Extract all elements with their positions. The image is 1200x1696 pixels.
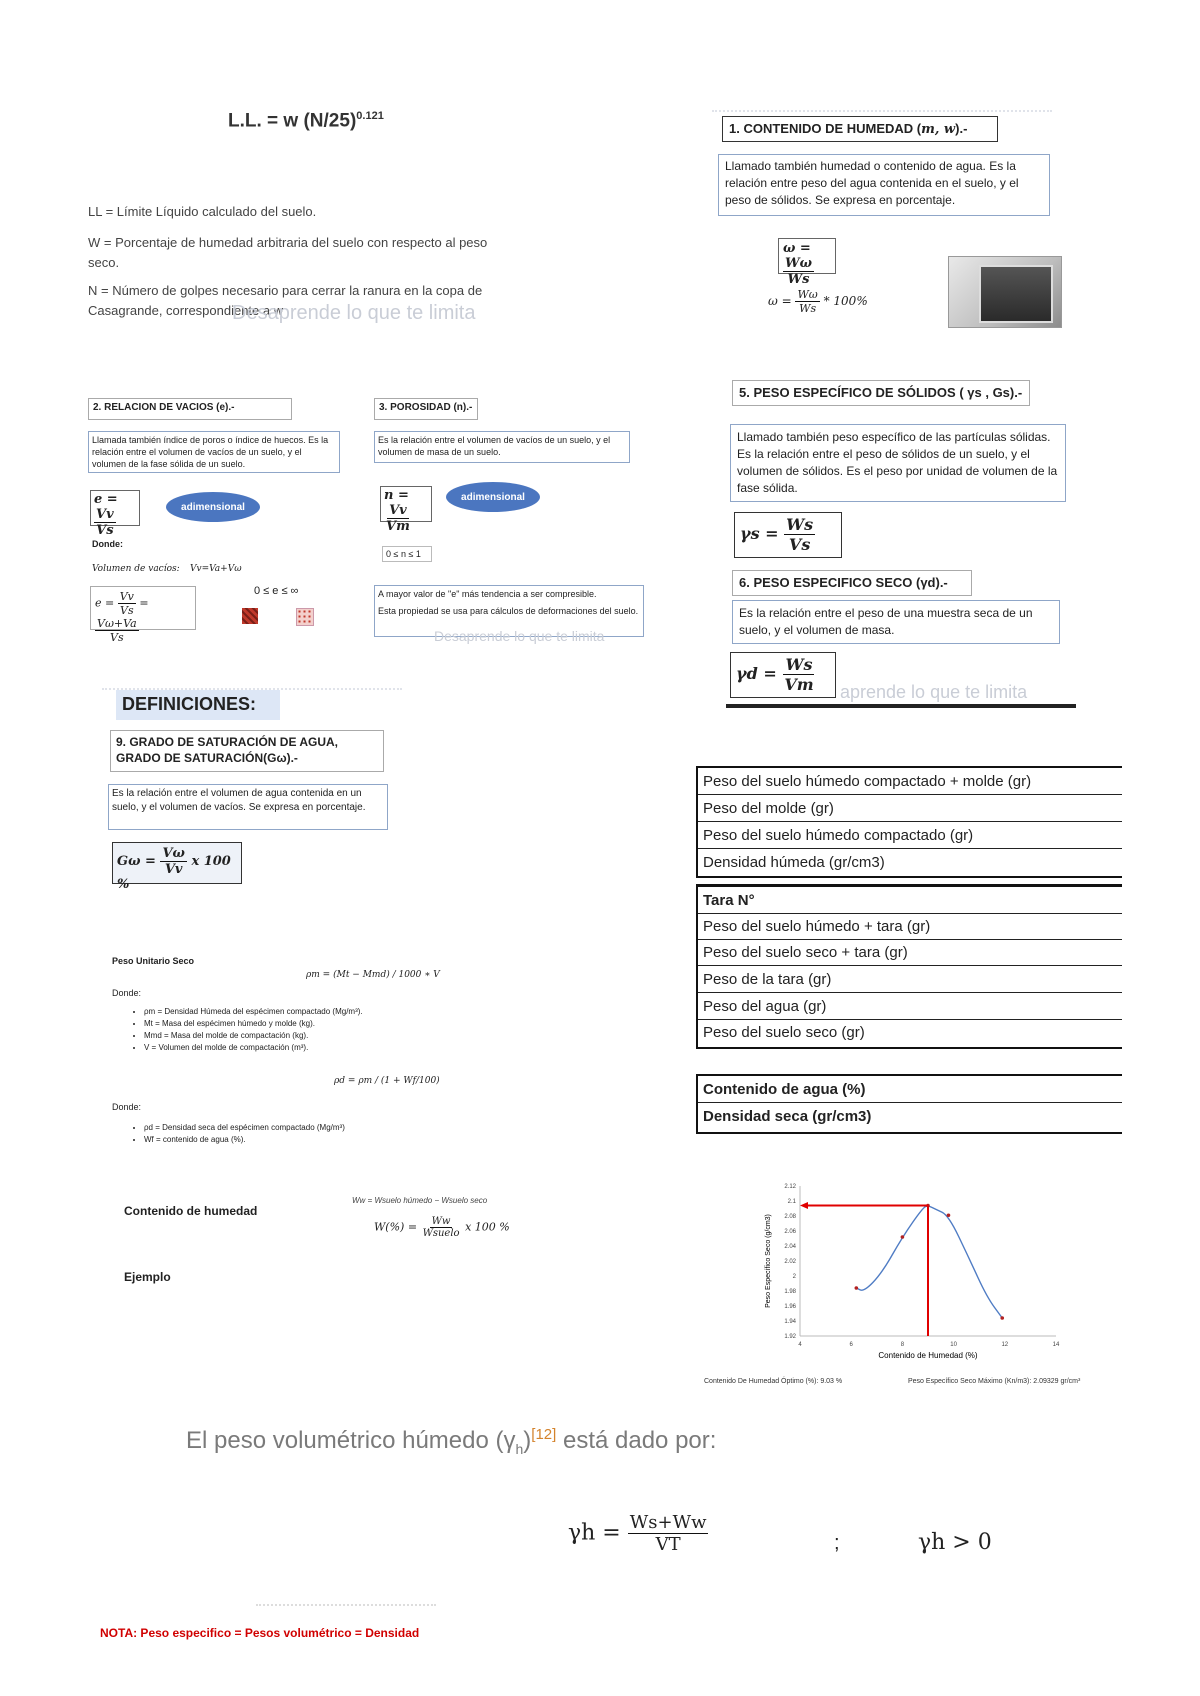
porosidad-text: Es la relación entre el volumen de vacíos de un suelo, y el volumen de masa de un suelo. bbox=[378, 435, 611, 457]
seco-underline bbox=[726, 704, 1076, 708]
tabla-compactacion bbox=[696, 766, 1122, 878]
solidos-formula bbox=[734, 512, 842, 558]
saturacion-f-num: Vω bbox=[162, 846, 185, 861]
chart-footer-right: Peso Específico Seco Máximo (Kn/m3): 2.09329 gr/cm³ bbox=[908, 1378, 1081, 1385]
saturacion-description bbox=[108, 784, 388, 830]
humedad-formula-1 bbox=[778, 238, 836, 287]
vacios-title-text: 2. RELACION DE VACIOS (e).- bbox=[93, 402, 235, 413]
chart-y-tick-2: 2.08 bbox=[784, 1214, 796, 1220]
humedad-title-text: 1. CONTENIDO DE HUMEDAD ( bbox=[729, 121, 922, 136]
chart-point-1 bbox=[901, 1235, 905, 1239]
unitario-bullets-1 bbox=[112, 1006, 512, 1054]
chart-y-tick-0: 2.12 bbox=[784, 1184, 796, 1190]
humedad-f1-num: Wω bbox=[785, 256, 812, 271]
tabla-humedad bbox=[696, 884, 1122, 1049]
seco-f-lhs: γd = bbox=[736, 664, 777, 683]
tabla3-row-0: Contenido de agua (%) bbox=[698, 1076, 1122, 1103]
chart-x-tick-1: 6 bbox=[849, 1342, 853, 1348]
seco-text: Es la relación entre el peso de una muestra seca de un suelo, y el volumen de masa. bbox=[739, 606, 1033, 637]
saturacion-formula bbox=[112, 842, 242, 892]
unitario-bullet-1-0: • ρm = Densidad Húmeda del espécimen compactado (Mg/m³). bbox=[144, 1006, 512, 1018]
contenido-f-num: Ww bbox=[431, 1216, 451, 1227]
vacios-adimensional-badge: adimensional bbox=[166, 492, 260, 522]
vol-text-c: está dado por: bbox=[556, 1427, 717, 1454]
tabla1-row-0: Peso del suelo húmedo compactado + molde (gr) bbox=[698, 768, 1122, 795]
contenido-f-tail: x 100 % bbox=[465, 1220, 510, 1234]
solidos-title-text: 5. PESO ESPECÍFICO DE SÓLIDOS ( γs , Gs).- bbox=[739, 385, 1023, 400]
vol-reference-link[interactable]: [12] bbox=[531, 1426, 557, 1443]
porosidad-f-num: Vv bbox=[389, 503, 407, 518]
ll-exponent: 0.121 bbox=[356, 110, 384, 122]
humedad-f1-lhs: ω = bbox=[783, 241, 811, 256]
saturacion-f-lhs: Gω = bbox=[117, 854, 156, 869]
porosidad-range bbox=[382, 546, 432, 562]
chart-x-ticks bbox=[798, 1342, 1060, 1348]
porosidad-note-2: Esta propiedad se usa para cálculos de deformaciones del suelo. bbox=[378, 606, 639, 616]
solidos-description bbox=[730, 424, 1066, 502]
ll-watermark: Desaprende lo que te limita bbox=[232, 302, 476, 324]
chart-arrowhead bbox=[800, 1202, 808, 1209]
solidos-f-den: Vs bbox=[788, 535, 811, 554]
tabla1-row-1: Peso del molde (gr) bbox=[698, 795, 1122, 822]
chart-x-tick-4: 12 bbox=[1001, 1342, 1009, 1348]
vacios-f2-lhs: e = bbox=[95, 596, 115, 610]
humedad-f1-den: Ws bbox=[787, 272, 810, 287]
saturacion-text: Es la relación entre el volumen de agua contenida en un suelo, y el volumen de vacíos. Se expresa en porcentaje. bbox=[112, 788, 366, 813]
vacios-f-den: Vs bbox=[96, 523, 114, 538]
chart-y-tick-7: 1.98 bbox=[784, 1289, 796, 1295]
unitario-donde-1: Donde: bbox=[112, 988, 142, 998]
unitario-title: Peso Unitario Seco bbox=[112, 956, 195, 966]
vacios-vol-label: Volumen de vacíos: bbox=[92, 564, 180, 574]
tabla1-row-3: Densidad húmeda (gr/cm3) bbox=[703, 853, 885, 871]
solidos-f-lhs: γs = bbox=[740, 524, 779, 543]
solidos-text: Llamado también peso específico de las partículas sólidas. Es la relación entre el peso de sólidos de un suelo, y el volumen de sólidos. Es el peso por unidad de volumen de la fase sólida. bbox=[737, 430, 1058, 495]
porosidad-f-den: Vm bbox=[386, 519, 410, 534]
saturacion-title bbox=[110, 730, 384, 772]
porosidad-adimensional-badge: adimensional bbox=[446, 482, 540, 512]
unitario-donde-2: Donde: bbox=[112, 1102, 142, 1112]
chart-y-tick-5: 2.02 bbox=[784, 1259, 796, 1265]
chart-point-4 bbox=[1000, 1316, 1004, 1320]
saturacion-f-den: Vv bbox=[164, 862, 183, 877]
unitario-bullet-1-3: • V = Volumen del molde de compactación (m³). bbox=[144, 1042, 512, 1054]
porosidad-title-text: 3. POROSIDAD (n).- bbox=[379, 402, 473, 413]
seco-title-text: 6. PESO ESPECIFICO SECO (γd).- bbox=[739, 575, 948, 590]
vol-formula bbox=[568, 1512, 708, 1555]
ll-def-w: W = Porcentaje de humedad arbitraria del suelo con respecto al peso seco. bbox=[88, 235, 488, 270]
humedad-title-end: ).- bbox=[955, 121, 968, 136]
tabla1-row-2: Peso del suelo húmedo compactado (gr) bbox=[698, 822, 1122, 849]
vol-text-sub: h bbox=[515, 1440, 524, 1457]
chart-x-tick-0: 4 bbox=[798, 1342, 802, 1348]
chart-series-line bbox=[856, 1206, 1002, 1318]
unitario-bullets-2 bbox=[112, 1122, 512, 1146]
unitario-formula-1: ρm = (Mt − Mmd) / 1000 ∗ V bbox=[306, 970, 440, 980]
humedad-f2-tail: * 100% bbox=[823, 294, 868, 308]
porosidad-range-text: 0 ≤ n ≤ 1 bbox=[386, 549, 421, 559]
humedad-f2-lhs: ω = bbox=[768, 294, 792, 308]
vol-f-num: Ws+Ww bbox=[629, 1512, 707, 1533]
contenido-f-lhs: W(%) = bbox=[374, 1220, 418, 1234]
vacios-f2-num1: Vv bbox=[119, 590, 134, 603]
vacios-f-num: Vv bbox=[96, 507, 114, 522]
vacios-formula bbox=[90, 490, 140, 538]
vacios-donde: Donde: bbox=[92, 539, 123, 549]
tabla-resultados bbox=[696, 1074, 1122, 1134]
vacios-formula-2: e = $\frac{Vv}{Vs}$ = $\frac{V\omega+Va}{Vs}$ bbox=[90, 586, 196, 630]
porosidad-description bbox=[374, 431, 630, 463]
porosidad-note-1: A mayor valor de "e" más tendencia a ser compresible. bbox=[378, 589, 597, 599]
tabla2-row-4: Peso del agua (gr) bbox=[698, 993, 1122, 1020]
saturacion-title-line-2: GRADO DE SATURACIÓN(Gω).- bbox=[116, 751, 298, 765]
vacios-f2-den2: Vs bbox=[110, 631, 124, 644]
chart-y-tick-4: 2.04 bbox=[784, 1244, 796, 1250]
seco-f-num: Ws bbox=[785, 655, 813, 674]
chart-x-tick-3: 10 bbox=[950, 1342, 957, 1348]
chart-y-tick-1: 2.1 bbox=[787, 1199, 796, 1205]
humedad-f2-den: Ws bbox=[799, 302, 817, 315]
contenido-f-den: Wsuelo bbox=[422, 1228, 460, 1239]
porosidad-watermark: Desaprende lo que te limita bbox=[434, 628, 605, 644]
porosidad-f-lhs: n = bbox=[384, 488, 409, 503]
chart-points bbox=[855, 1204, 1005, 1320]
solidos-title bbox=[732, 380, 1030, 406]
nota-text: NOTA: Peso especifico = Pesos volumétrico = Densidad bbox=[100, 1626, 420, 1640]
saturacion-title-line-1: 9. GRADO DE SATURACIÓN DE AGUA, bbox=[116, 735, 339, 749]
tabla2-row-0: Tara N° bbox=[698, 887, 1122, 914]
vacios-f-lhs: e = bbox=[94, 492, 118, 507]
chart-point-0 bbox=[855, 1286, 859, 1290]
chart-y-ticks bbox=[784, 1184, 796, 1340]
solidos-f-num: Ws bbox=[786, 515, 814, 534]
tabla2-row-5: Peso del suelo seco (gr) bbox=[703, 1024, 865, 1041]
chart-x-tick-2: 8 bbox=[900, 1342, 905, 1348]
seco-watermark: aprende lo que te limita bbox=[840, 682, 1028, 702]
vacios-range: 0 ≤ e ≤ ∞ bbox=[254, 585, 299, 597]
humedad-title bbox=[722, 116, 998, 142]
chart-x-tick-5: 14 bbox=[1052, 1342, 1060, 1348]
ll-def-n: N = Número de golpes necesario para cerrar la ranura en la copa de Casagrande, correspondiente a w bbox=[88, 283, 483, 318]
humedad-f2-num: Wω bbox=[797, 288, 818, 301]
vacios-f2-num2: Vω+Va bbox=[97, 617, 137, 630]
contenido-label: Contenido de humedad bbox=[124, 1204, 258, 1218]
seco-formula bbox=[730, 652, 836, 698]
vol-text-b: ) bbox=[523, 1427, 532, 1454]
definiciones-heading-text: DEFINICIONES: bbox=[122, 694, 257, 714]
chart-y-tick-10: 1.92 bbox=[784, 1334, 796, 1340]
tabla2-row-3: Peso de la tara (gr) bbox=[698, 966, 1122, 993]
soil-sample-loose-icon bbox=[296, 608, 314, 626]
seco-description bbox=[732, 600, 1060, 644]
humedad-formula-2 bbox=[768, 288, 868, 315]
chart-y-tick-8: 1.96 bbox=[784, 1304, 796, 1310]
humedad-description bbox=[718, 154, 1050, 216]
vacios-description bbox=[88, 431, 340, 473]
seco-title bbox=[732, 570, 972, 596]
contenido-formula bbox=[374, 1216, 510, 1239]
unitario-bullet-1-1: • Mt = Masa del espécimen húmedo y molde (kg). bbox=[144, 1018, 512, 1030]
humedad-divider bbox=[712, 110, 1052, 112]
unitario-bullet-1-2: • Mmd = Masa del molde de compactación (kg). bbox=[144, 1030, 512, 1042]
oven-photo bbox=[948, 256, 1062, 328]
nota-divider bbox=[256, 1604, 436, 1606]
vol-f-den: VT bbox=[655, 1534, 681, 1555]
vacios-f2-den1: Vs bbox=[120, 604, 134, 617]
saturacion-f-tail: x 100 % bbox=[117, 854, 231, 892]
ll-formula-text: L.L. = w (N/25) bbox=[228, 110, 357, 132]
ll-formula bbox=[228, 110, 384, 132]
unitario-bullet-2-1: • Wf = contenido de agua (%). bbox=[144, 1134, 512, 1146]
chart-footer-left: Contenido De Humedad Óptimo (%): 9.03 % bbox=[704, 1378, 843, 1385]
ll-def-ll: LL = Límite Líquido calculado del suelo. bbox=[88, 204, 317, 219]
vacios-vol-expr: Vv=Va+Vω bbox=[190, 564, 242, 574]
definiciones-heading bbox=[116, 690, 280, 720]
humedad-title-vars: m, w bbox=[921, 122, 956, 137]
tabla3-row-1: Densidad seca (gr/cm3) bbox=[703, 1108, 872, 1125]
tabla2-row-1: Peso del suelo húmedo + tara (gr) bbox=[698, 914, 1122, 940]
porosidad-title bbox=[374, 398, 478, 420]
chart-x-label: Contenido de Humedad (%) bbox=[878, 1351, 978, 1360]
contenido-top-expr: Ww = Wsuelo húmedo − Wsuelo seco bbox=[352, 1196, 488, 1205]
vol-separator: ; bbox=[834, 1532, 840, 1554]
unitario-formula-2: ρd = ρm / (1 + Wf/100) bbox=[334, 1076, 440, 1086]
vol-f-lhs: γh = bbox=[568, 1520, 621, 1546]
chart-y-tick-3: 2.06 bbox=[784, 1229, 796, 1235]
seco-f-den: Vm bbox=[784, 675, 814, 694]
tabla2-row-2: Peso del suelo seco + tara (gr) bbox=[698, 940, 1122, 966]
chart-y-tick-6: 2 bbox=[792, 1274, 796, 1280]
compaction-chart bbox=[760, 1176, 1070, 1362]
chart-point-3 bbox=[947, 1213, 951, 1217]
vol-sentence bbox=[186, 1426, 716, 1457]
soil-sample-dense-icon bbox=[242, 608, 258, 624]
vacios-text: Llamada también índice de poros o índice de huecos. Es la relación entre el volumen de vacíos de un suelo, y el volumen de la fase sólida de un suelo. bbox=[92, 435, 329, 469]
chart-y-label: Peso Específico Seco (g/cm3) bbox=[765, 1214, 772, 1308]
vol-condition: γh > 0 bbox=[918, 1530, 992, 1555]
humedad-text: Llamado también humedad o contenido de agua. Es la relación entre peso del agua contenida en el suelo, y el peso de sólidos. Se expresa en porcentaje. bbox=[725, 159, 1019, 207]
chart-y-tick-9: 1.94 bbox=[784, 1319, 796, 1325]
vol-text-a: El peso volumétrico húmedo (γ bbox=[186, 1427, 516, 1454]
porosidad-formula bbox=[380, 486, 432, 534]
unitario-bullet-2-0: • ρd = Densidad seca del espécimen compactado (Mg/m³) bbox=[144, 1122, 512, 1134]
vacios-title bbox=[88, 398, 292, 420]
contenido-ejemplo: Ejemplo bbox=[124, 1270, 171, 1284]
